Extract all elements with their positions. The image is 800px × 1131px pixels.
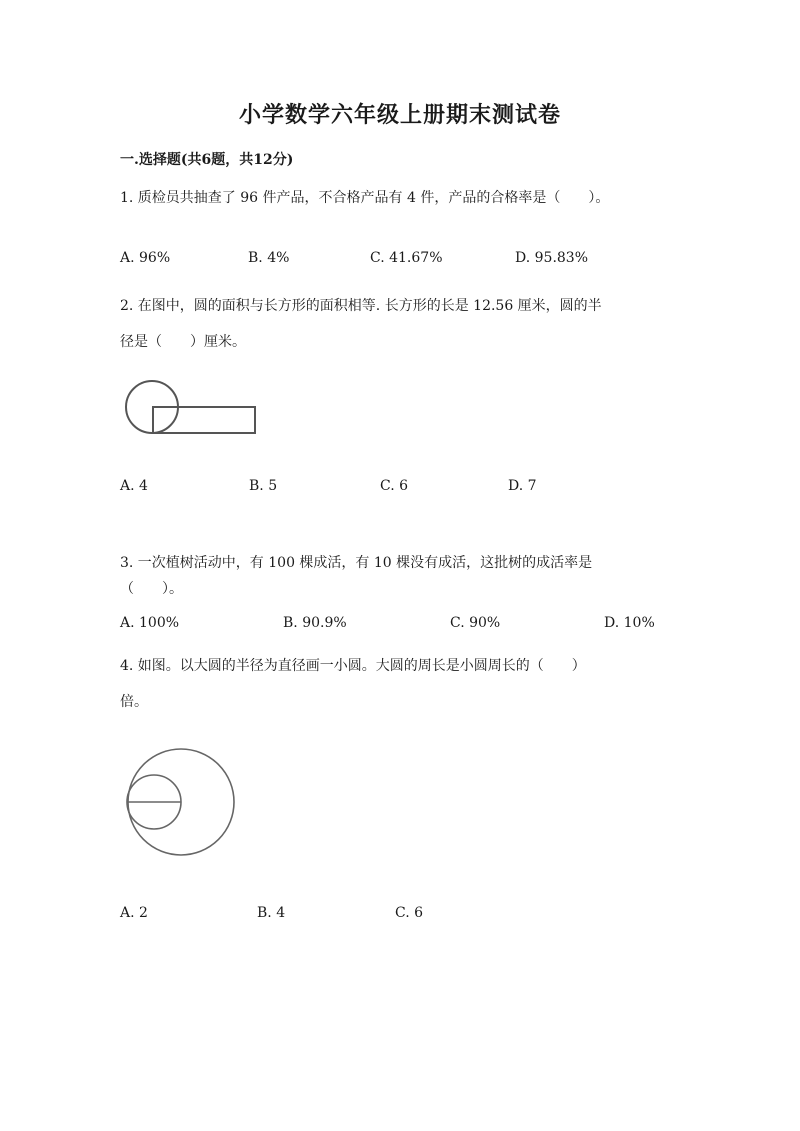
figure-rectangle — [153, 407, 255, 433]
question-4-option-b: B. 4 — [257, 905, 286, 921]
question-1-option-b: B. 4% — [248, 250, 290, 266]
question-2-text-line-1: 2. 在图中，圆的面积与长方形的面积相等. 长方形的长是 12.56 厘米，圆的半 — [120, 298, 602, 314]
question-1-text: 1. 质检员共抽查了 96 件产品，不合格产品有 4 件，产品的合格率是（ ）。 — [120, 190, 610, 206]
question-4-text-line-2: 倍。 — [120, 694, 148, 710]
circle-rectangle-figure — [122, 380, 262, 440]
question-2 — [120, 288, 680, 360]
question-4-text-line-1: 4. 如图。以大圆的半径为直径画一小圆。大圆的周长是小圆周长的（ ） — [120, 658, 586, 674]
question-4-option-a: A. 2 — [120, 905, 148, 921]
section-heading: 一.选择题(共6题，共12分) — [120, 152, 294, 168]
question-3-option-b: B. 90.9% — [283, 615, 347, 631]
question-2-text-line-2: 径是（ ）厘米。 — [120, 334, 246, 350]
concentric-circles-figure — [127, 748, 237, 858]
question-3 — [120, 550, 680, 602]
question-3-text-line-1: 3. 一次植树活动中，有 100 棵成活，有 10 棵没有成活，这批树的成活率是 — [120, 555, 593, 571]
question-1-option-c: C. 41.67% — [370, 250, 443, 266]
question-2-option-a: A. 4 — [120, 478, 148, 494]
question-1 — [120, 180, 680, 216]
question-1-option-d: D. 95.83% — [515, 250, 589, 266]
question-3-option-c: C. 90% — [450, 615, 501, 631]
question-3-option-d: D. 10% — [604, 615, 655, 631]
question-2-option-b: B. 5 — [249, 478, 278, 494]
question-2-option-d: D. 7 — [508, 478, 537, 494]
page-title: 小学数学六年级上册期末测试卷 — [238, 102, 561, 128]
question-4-option-c: C. 6 — [395, 905, 424, 921]
question-3-text-line-2: （ ）。 — [120, 581, 183, 597]
question-4 — [120, 648, 680, 720]
question-2-option-c: C. 6 — [380, 478, 409, 494]
question-1-option-a: A. 96% — [120, 250, 171, 266]
question-3-option-a: A. 100% — [120, 615, 180, 631]
